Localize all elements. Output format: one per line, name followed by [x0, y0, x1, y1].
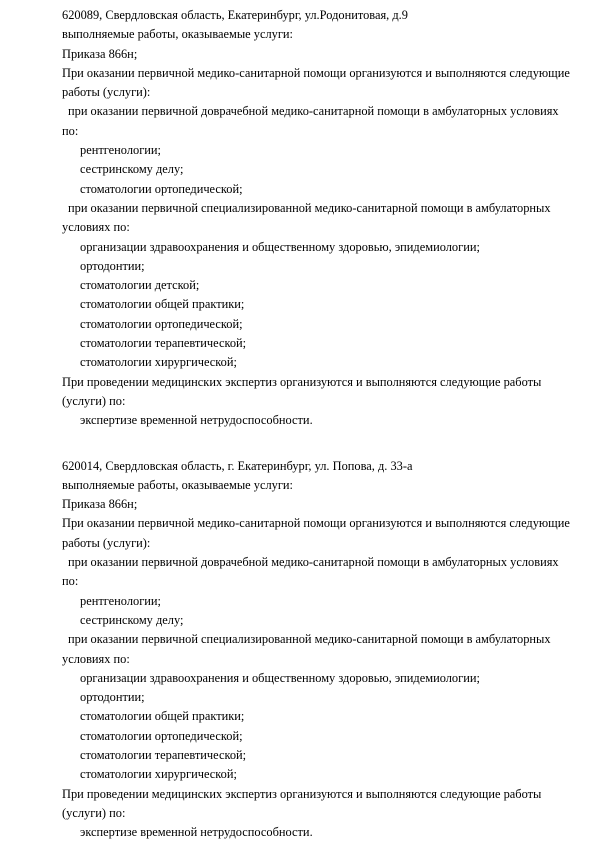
text-line: ортодонтии;: [80, 258, 145, 273]
text-line: ортодонтии;: [80, 690, 145, 705]
text-line: стоматологии хирургической;: [80, 767, 237, 782]
text-line: стоматологии ортопедической;: [80, 316, 243, 331]
document-body: [62, 6, 580, 842]
text-line: экспертизе временной нетрудоспособности.: [80, 825, 313, 840]
text-line: работы (услуги):: [62, 535, 151, 550]
text-line: При оказании первичной медико-санитарной помощи организуются и выполняются следующие: [62, 516, 570, 531]
text-line: стоматологии терапевтической;: [80, 336, 247, 351]
text-line: при оказании первичной специализированной медико-санитарной помощи в амбулаторных: [68, 632, 551, 647]
text-line: при оказании первичной доврачебной медико-санитарной помощи в амбулаторных условиях: [68, 104, 559, 119]
block-spacer: [62, 431, 580, 457]
text-line: рентгенологии;: [80, 143, 161, 158]
text-line: организации здравоохранения и общественному здоровью, эпидемиологии;: [80, 239, 480, 254]
text-line: стоматологии общей практики;: [80, 297, 245, 312]
text-line: выполняемые работы, оказываемые услуги:: [62, 27, 294, 42]
text-line: экспертизе временной нетрудоспособности.: [80, 413, 313, 428]
text-line: стоматологии ортопедической;: [80, 728, 243, 743]
text-line: стоматологии терапевтической;: [80, 747, 247, 762]
text-line: При оказании первичной медико-санитарной помощи организуются и выполняются следующие: [62, 65, 570, 80]
text-line: При проведении медицинских экспертиз организуются и выполняются следующие работы: [62, 786, 542, 801]
text-line: сестринскому делу;: [80, 612, 184, 627]
text-line: (услуги) по:: [62, 805, 126, 820]
text-line: Приказа 866н;: [62, 46, 138, 61]
address-section: [62, 457, 580, 842]
text-line: по:: [62, 574, 79, 589]
text-line: работы (услуги):: [62, 85, 151, 100]
text-line: сестринскому делу;: [80, 162, 184, 177]
text-line: выполняемые работы, оказываемые услуги:: [62, 477, 294, 492]
text-line: стоматологии детской;: [80, 278, 200, 293]
text-line: при оказании первичной специализированной медико-санитарной помощи в амбулаторных: [68, 200, 551, 215]
text-line: рентгенологии;: [80, 593, 161, 608]
text-line: организации здравоохранения и общественному здоровью, эпидемиологии;: [80, 670, 480, 685]
text-line: стоматологии хирургической;: [80, 355, 237, 370]
text-line: Приказа 866н;: [62, 497, 138, 512]
text-line: при оказании первичной доврачебной медико-санитарной помощи в амбулаторных условиях: [68, 555, 559, 570]
text-line: стоматологии ортопедической;: [80, 181, 243, 196]
text-line: При проведении медицинских экспертиз организуются и выполняются следующие работы: [62, 374, 542, 389]
text-line: (услуги) по:: [62, 393, 126, 408]
text-line: 620089, Свердловская область, Екатеринбург, ул.Родонитовая, д.9: [62, 8, 408, 22]
text-line: условиях по:: [62, 651, 130, 666]
text-line: по:: [62, 123, 79, 138]
text-line: 620014, Свердловская область, г. Екатеринбург, ул. Попова, д. 33-а: [62, 458, 413, 473]
text-line: условиях по:: [62, 220, 130, 235]
text-line: стоматологии общей практики;: [80, 709, 245, 724]
address-section: [62, 6, 580, 431]
